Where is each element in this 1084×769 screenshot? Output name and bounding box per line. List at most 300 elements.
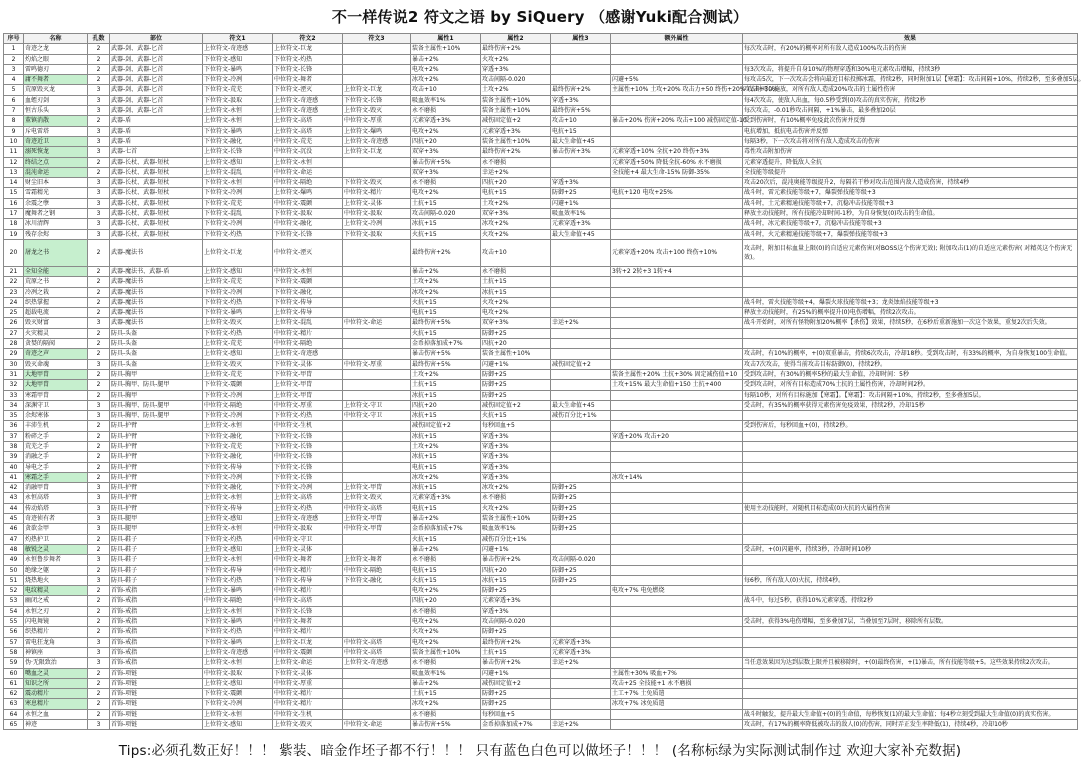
cell-effect <box>743 441 1078 451</box>
cell-id: 49 <box>4 555 24 565</box>
cell-slot: 武器-长杖、武器-短杖 <box>110 209 203 219</box>
cell-sockets: 2 <box>88 239 110 266</box>
cell-attr3 <box>551 54 611 64</box>
cell-attr1: 电攻+2% <box>411 126 481 136</box>
cell-rune1: 上位符文-永恒 <box>203 606 273 616</box>
cell-attr2: 四抗+20 <box>481 339 551 349</box>
cell-extra <box>611 452 743 462</box>
cell-attr1: 永不磨损 <box>411 606 481 616</box>
cell-effect: 受到攻击时，对所有目标造成70%土抗的土属性伤害，冷却时间2秒。 <box>743 380 1078 390</box>
cell-rune3: 上位符文-爆鸣 <box>343 126 411 136</box>
cell-attr2: 防御+25 <box>481 369 551 379</box>
cell-attr1: 土抗+15 <box>411 380 481 390</box>
cell-sockets: 3 <box>88 647 110 657</box>
cell-slot: 防具-腿甲 <box>110 524 203 534</box>
cell-sockets: 3 <box>88 493 110 503</box>
cell-rune2: 中位符文-沉没 <box>273 147 343 157</box>
cell-sockets: 2 <box>88 586 110 596</box>
cell-sockets: 3 <box>88 188 110 198</box>
cell-rune1: 上位符文-永恒 <box>203 524 273 534</box>
cell-rune2: 下位符文-灵体 <box>273 668 343 678</box>
cell-attr3 <box>551 64 611 74</box>
cell-slot: 防具-胸甲、防具-腿甲 <box>110 400 203 410</box>
cell-effect <box>743 586 1078 596</box>
cell-rune2: 中位符文-长锋 <box>273 452 343 462</box>
cell-sockets: 2 <box>88 266 110 276</box>
table-row <box>4 297 1078 307</box>
cell-name: 奇迹之龙 <box>24 44 88 54</box>
table-row <box>4 452 1078 462</box>
cell-id: 61 <box>4 678 24 688</box>
cell-effect: 释放主动技能时，有25%的概率提升(0)电伤增幅，持续2次攻击。 <box>743 308 1078 318</box>
cell-rune1: 下位符文-永恒 <box>203 178 273 188</box>
cell-attr3 <box>551 308 611 318</box>
cell-attr1: 吸血效率1% <box>411 95 481 105</box>
cell-sockets: 2 <box>88 462 110 472</box>
cell-name: 荒原毁灭龙 <box>24 85 88 95</box>
cell-name: 寒霜甲胄 <box>24 390 88 400</box>
cell-attr3 <box>551 339 611 349</box>
cell-attr1: 土攻+2% <box>411 441 481 451</box>
cell-attr3: 吸血效率1% <box>551 209 611 219</box>
cell-attr2: 吸血效率1% <box>481 524 551 534</box>
cell-extra <box>611 390 743 400</box>
cell-extra <box>611 209 743 219</box>
cell-slot: 防具-头盔 <box>110 339 203 349</box>
cell-sockets: 2 <box>88 44 110 54</box>
cell-id: 36 <box>4 421 24 431</box>
cell-rune1: 上位符文-毁灭 <box>203 359 273 369</box>
cell-attr2: 四抗+20 <box>481 565 551 575</box>
cell-attr3 <box>551 462 611 472</box>
cell-attr2: 永不磨损 <box>481 493 551 503</box>
cell-attr3 <box>551 390 611 400</box>
cell-attr3 <box>551 266 611 276</box>
cell-name: 余烬寒体 <box>24 411 88 421</box>
cell-effect <box>743 266 1078 276</box>
cell-name: 火灾精灵 <box>24 328 88 338</box>
cell-rune2: 上位符文-巨龙 <box>273 637 343 647</box>
table-row <box>4 555 1078 565</box>
cell-attr1: 四抗+20 <box>411 136 481 146</box>
table-row <box>4 75 1078 85</box>
cell-attr2: 最终伤害+2% <box>481 147 551 157</box>
table-row <box>4 287 1078 297</box>
cell-name: 深渊守卫 <box>24 400 88 410</box>
cell-rune2: 中位符文-厚重 <box>273 678 343 688</box>
cell-attr3 <box>551 157 611 167</box>
cell-attr1: 元素穿透+3% <box>411 493 481 503</box>
cell-attr2: 穿透+3% <box>481 606 551 616</box>
cell-rune2: 上位符文-高塔 <box>273 493 343 503</box>
cell-slot: 武器-魔法书、武器-盾 <box>110 266 203 276</box>
cell-effect: 每6秒，所有敌人(0)火抗，持续4秒。 <box>743 575 1078 585</box>
cell-attr3: 最终伤害+2% <box>551 85 611 95</box>
column-header: 属性1 <box>411 34 481 44</box>
cell-slot: 首饰-项链 <box>110 668 203 678</box>
cell-name: 毁灭命魂 <box>24 359 88 369</box>
cell-attr3: 防御+25 <box>551 524 611 534</box>
cell-attr1: 电抗+15 <box>411 462 481 472</box>
cell-attr1: 永不磨损 <box>411 709 481 719</box>
cell-rune2: 上位符文-灵体 <box>273 544 343 554</box>
cell-id: 35 <box>4 411 24 421</box>
cell-rune2: 下位符文-融化 <box>273 287 343 297</box>
cell-attr1: 冰抗+15 <box>411 219 481 229</box>
cell-rune3: 中位符文-守卫 <box>343 411 411 421</box>
cell-name: 董镇消散 <box>24 116 88 126</box>
cell-effect <box>743 637 1078 647</box>
cell-slot: 武器-剑、武器-匕首 <box>110 44 203 54</box>
cell-name: 残存余烬 <box>24 229 88 239</box>
cell-attr2: 装备主属性+10% <box>481 514 551 524</box>
cell-name: 电纹精灵 <box>24 586 88 596</box>
cell-attr2: 穿透+3% <box>481 452 551 462</box>
cell-rune1: 下位符文-冷冽 <box>203 390 273 400</box>
cell-attr3 <box>551 431 611 441</box>
cell-attr2: 防御+25 <box>481 328 551 338</box>
cell-rune1: 下位符文-灼热 <box>203 534 273 544</box>
cell-slot: 武器-长杖、武器-短杖 <box>110 229 203 239</box>
cell-attr2: 火攻+2% <box>481 503 551 513</box>
cell-effect: 元素穿透提升，降低敌人全抗 <box>743 157 1078 167</box>
table-row <box>4 95 1078 105</box>
cell-attr1: 电抗+15 <box>411 503 481 513</box>
cell-name: 织热掌握 <box>24 297 88 307</box>
cell-effect: 战斗时，雷元素技能等级+7，爆裂弹技能等级+3 <box>743 188 1078 198</box>
cell-effect <box>743 411 1078 421</box>
cell-slot: 首饰-项链 <box>110 699 203 709</box>
column-header: 名称 <box>24 34 88 44</box>
cell-rune1: 下位符文-传导 <box>203 565 273 575</box>
cell-id: 24 <box>4 297 24 307</box>
cell-sockets: 2 <box>88 699 110 709</box>
table-row <box>4 266 1078 276</box>
cell-attr1: 火抗+15 <box>411 229 481 239</box>
cell-id: 54 <box>4 606 24 616</box>
cell-effect: 战斗时，土元素精通技能等级+7，沉稳冲击技能等级+3 <box>743 198 1078 208</box>
cell-rune3 <box>343 369 411 379</box>
cell-rune3 <box>343 596 411 606</box>
cell-rune1: 下位符文-传导 <box>203 503 273 513</box>
cell-attr1: 四抗+20 <box>411 596 481 606</box>
cell-slot: 武器-剑、武器-匕首 <box>110 106 203 116</box>
cell-sockets: 3 <box>88 483 110 493</box>
cell-attr2: 攻击+10 <box>481 239 551 266</box>
cell-extra <box>611 720 743 730</box>
cell-attr3: 电抗+15 <box>551 126 611 136</box>
cell-rune2: 上位符文-奇迹感 <box>273 106 343 116</box>
table-row <box>4 503 1078 513</box>
cell-name: 幽闭之戒 <box>24 596 88 606</box>
cell-extra <box>611 106 743 116</box>
cell-attr2: 电攻+2% <box>481 308 551 318</box>
cell-attr1: 冰抗+15 <box>411 411 481 421</box>
cell-rune1: 下位符文-冷冽 <box>203 411 273 421</box>
cell-attr3: 最大生命值+45 <box>551 400 611 410</box>
cell-rune3 <box>343 328 411 338</box>
cell-name: 混沌命运 <box>24 167 88 177</box>
cell-attr1: 火抗+15 <box>411 534 481 544</box>
cell-rune2: 下位符文-长锋 <box>273 462 343 472</box>
cell-attr3: 攻击+10 <box>551 116 611 126</box>
cell-rune1: 下位符文-冷冽 <box>203 472 273 482</box>
column-header: 部位 <box>110 34 203 44</box>
cell-effect: 战斗时触发，提升最大生命值+(0)的生命值，每秒恢复(1)的最大生命值；每4秒立刻受到最大生命值(0)的真实伤害。 <box>743 709 1078 719</box>
cell-attr1: 双穿+3% <box>411 147 481 157</box>
cell-name: 奇迹近卫 <box>24 136 88 146</box>
cell-rune2: 中位符文-舞者 <box>273 75 343 85</box>
cell-rune1: 下位符文-冷冽 <box>203 219 273 229</box>
cell-attr1: 暴击+2% <box>411 54 481 64</box>
cell-effect <box>743 493 1078 503</box>
cell-sockets: 2 <box>88 544 110 554</box>
cell-effect: 战斗中，每过5秒，获得10%元素穿透，持续2秒 <box>743 596 1078 606</box>
cell-attr3: 减伤百分比+1% <box>551 411 611 421</box>
cell-id: 60 <box>4 668 24 678</box>
cell-attr1: 电抗+15 <box>411 308 481 318</box>
cell-attr2: 元素穿透+3% <box>481 596 551 606</box>
cell-attr3 <box>551 380 611 390</box>
cell-slot: 防具-头盔 <box>110 349 203 359</box>
table-row <box>4 411 1078 421</box>
table-row <box>4 565 1078 575</box>
cell-rune1: 上位符文-感知 <box>203 266 273 276</box>
column-header: 属性2 <box>481 34 551 44</box>
cell-id: 12 <box>4 157 24 167</box>
cell-name: 荒原之书 <box>24 277 88 287</box>
cell-rune2: 中位符文-震颤 <box>273 198 343 208</box>
cell-attr2: 减伤固定值+2 <box>481 678 551 688</box>
table-row <box>4 668 1078 678</box>
cell-attr3: 攻击间隔-0.020 <box>551 555 611 565</box>
cell-extra <box>611 483 743 493</box>
cell-attr2: 装备主属性+10% <box>481 349 551 359</box>
cell-extra: 主属性+10% 土攻+20% 攻击力+50 终伤+20% 攻击+30% <box>612 86 778 94</box>
table-row <box>4 157 1078 167</box>
cell-name: 永恒鲁步舞者 <box>24 555 88 565</box>
cell-slot: 武器-长杖、武器-短杖 <box>110 167 203 177</box>
cell-rune3: 中位符文-高塔 <box>343 647 411 657</box>
cell-attr3: 元素穿透+3% <box>551 637 611 647</box>
cell-effect: 每4次攻击，使敌人出血，每0.5秒受到(0)攻击的真实伤害，持续2秒 <box>743 95 1078 105</box>
cell-rune1: 中位符文-隔绝 <box>203 596 273 606</box>
cell-name: 雷电狂龙角 <box>24 637 88 647</box>
cell-name: 斥电雷塔 <box>24 126 88 136</box>
cell-extra <box>611 647 743 657</box>
cell-rune2: 下位符文-湮灭 <box>273 85 343 95</box>
cell-name: 超载电流 <box>24 308 88 318</box>
cell-effect <box>743 524 1078 534</box>
cell-extra: 电攻+7% 电免燃烧 <box>611 586 743 596</box>
cell-attr2: 每秒回血+5 <box>481 709 551 719</box>
cell-slot: 武器-魔法书 <box>110 277 203 287</box>
table-row <box>4 689 1078 699</box>
cell-rune3: 上位符文-灵体 <box>343 198 411 208</box>
cell-rune3 <box>343 441 411 451</box>
cell-slot: 武器-长杖、武器-短杖 <box>110 157 203 167</box>
table-row <box>4 493 1078 503</box>
column-header: 属性3 <box>551 34 611 44</box>
cell-name: 粉碎之手 <box>24 431 88 441</box>
cell-rune3 <box>343 452 411 462</box>
cell-id: 34 <box>4 400 24 410</box>
cell-attr1: 暴击+2% <box>411 678 481 688</box>
cell-slot: 首饰-戒指 <box>110 586 203 596</box>
cell-attr2: 穿透+3% <box>481 441 551 451</box>
cell-extra <box>611 287 743 297</box>
table-row <box>4 147 1078 157</box>
cell-attr1: 永不磨损 <box>411 106 481 116</box>
cell-rune1: 上位符文-永恒 <box>203 116 273 126</box>
cell-id: 53 <box>4 596 24 606</box>
cell-effect <box>743 462 1078 472</box>
cell-attr1: 冰攻+2% <box>411 699 481 709</box>
cell-name: 贪婪的隔阂 <box>24 339 88 349</box>
column-header: 符文2 <box>273 34 343 44</box>
cell-rune2: 下位符文-长锋 <box>273 472 343 482</box>
cell-attr1: 暴击+2% <box>411 544 481 554</box>
cell-rune1: 上位符文-永恒 <box>203 421 273 431</box>
cell-slot: 首饰-项链 <box>110 689 203 699</box>
cell-rune3 <box>343 534 411 544</box>
cell-slot: 武器-剑、武器-匕首 <box>110 54 203 64</box>
cell-rune2: 下位符文-传导 <box>273 575 343 585</box>
cell-effect: 全技能等级提升 <box>743 167 1078 177</box>
cell-rune3: 上位符文-奇迹感 <box>343 136 411 146</box>
cell-id: 38 <box>4 441 24 451</box>
cell-extra <box>611 617 743 627</box>
cell-rune2: 下位符文-灼热 <box>273 411 343 421</box>
cell-extra <box>611 328 743 338</box>
cell-effect <box>743 534 1078 544</box>
cell-rune2: 中位符文-舞者 <box>273 555 343 565</box>
cell-rune1: 下位符文-暴鸣 <box>203 308 273 318</box>
cell-attr1: 火抗+15 <box>411 575 481 585</box>
cell-rune2: 中位符文-隔绝 <box>273 178 343 188</box>
cell-sockets: 2 <box>88 297 110 307</box>
cell-id: 50 <box>4 565 24 575</box>
cell-attr3 <box>551 544 611 554</box>
cell-name: 寒霜之手 <box>24 472 88 482</box>
table-row <box>4 647 1078 657</box>
table-row <box>4 85 1078 95</box>
cell-slot: 武器-盾 <box>110 126 203 136</box>
cell-rune3 <box>343 421 411 431</box>
cell-name: 贪欲金甲 <box>24 524 88 534</box>
cell-name: 知识之所 <box>24 678 88 688</box>
cell-attr2: 防御+25 <box>481 689 551 699</box>
table-row <box>4 720 1078 730</box>
cell-extra <box>611 462 743 472</box>
cell-id: 7 <box>4 106 24 116</box>
cell-slot: 防具-护臂 <box>110 472 203 482</box>
cell-extra: 闪避+5% <box>611 75 743 85</box>
cell-attr2: 减伤百分比+1% <box>481 534 551 544</box>
cell-attr1: 冰攻+2% <box>411 75 481 85</box>
cell-effect: 电抗增加，抵抗电击伤害并反弹 <box>743 126 1078 136</box>
cell-rune3 <box>343 606 411 616</box>
table-row <box>4 441 1078 451</box>
cell-extra <box>611 709 743 719</box>
cell-rune2: 上位符文-毁灭 <box>273 720 343 730</box>
cell-name: 敏锐之灵 <box>24 544 88 554</box>
cell-attr1: 火攻+2% <box>411 627 481 637</box>
cell-rune3: 中位符文-厚重 <box>343 359 411 369</box>
cell-id: 64 <box>4 709 24 719</box>
cell-slot: 武器-长杖、武器-短杖 <box>110 178 203 188</box>
cell-rune2: 中位符文-湮灭 <box>273 239 343 266</box>
cell-rune3: 中位符文-甲胄 <box>343 524 411 534</box>
cell-slot: 防具-护臂 <box>110 462 203 472</box>
cell-attr2: 暴击伤害+2% <box>481 658 551 668</box>
cell-slot: 武器-剑、武器-匕首 <box>110 64 203 74</box>
cell-rune1: 下位符文-冷冽 <box>203 188 273 198</box>
cell-attr2: 冰抗+15 <box>481 575 551 585</box>
cell-rune2: 上位符文-奇迹感 <box>273 349 343 359</box>
cell-name: 灼热护卫 <box>24 534 88 544</box>
cell-rune3 <box>343 44 411 54</box>
table-row <box>4 198 1078 208</box>
cell-slot: 首饰-戒指 <box>110 627 203 637</box>
cell-slot: 防具-头盔 <box>110 328 203 338</box>
cell-slot: 武器-剑、武器-匕首 <box>110 75 203 85</box>
cell-extra <box>611 534 743 544</box>
cell-rune3 <box>343 709 411 719</box>
cell-extra <box>611 421 743 431</box>
cell-extra: 土工+7% 土免质遣 <box>611 689 743 699</box>
cell-sockets: 2 <box>88 441 110 451</box>
cell-attr3 <box>551 277 611 287</box>
cell-rune3 <box>343 287 411 297</box>
cell-slot: 防具-腿甲 <box>110 514 203 524</box>
cell-rune3 <box>343 277 411 287</box>
cell-attr2: 双穿+3% <box>481 318 551 328</box>
cell-extra: 元素穿透+20% 攻击+100 终伤+10% <box>611 239 743 266</box>
cell-attr2: 土攻+2% <box>481 198 551 208</box>
cell-attr2: 防御+25 <box>481 699 551 709</box>
cell-rune1: 下位符文-冷冽 <box>203 699 273 709</box>
table-row <box>4 544 1078 554</box>
cell-sockets: 3 <box>88 209 110 219</box>
table-row <box>4 596 1078 606</box>
cell-slot: 首饰-项链 <box>110 709 203 719</box>
cell-rune1: 下位符文-汲取 <box>203 95 273 105</box>
cell-slot: 防具-护臂 <box>110 493 203 503</box>
table-row <box>4 462 1078 472</box>
cell-attr2: 冰攻+2% <box>481 483 551 493</box>
cell-effect <box>743 606 1078 616</box>
cell-rune2: 中位符文-精片 <box>273 565 343 575</box>
cell-rune1: 上位符文-感知 <box>203 678 273 688</box>
cell-attr1: 电攻+2% <box>411 586 481 596</box>
column-header: 额外属性 <box>611 34 743 44</box>
cell-extra <box>611 64 743 74</box>
cell-attr2: 防御+25 <box>481 586 551 596</box>
cell-attr3 <box>551 452 611 462</box>
table-row <box>4 359 1078 369</box>
cell-effect: 使用主动技能时，对随机目标造成(0)火抗的火属性伤害 <box>743 503 1078 513</box>
cell-rune2: 下位符文-长锋 <box>273 229 343 239</box>
cell-attr1: 攻击+10 <box>411 85 481 95</box>
cell-attr3: 穿透+3% <box>551 95 611 105</box>
cell-effect: 攻击7次攻击，使得当前攻击目标防御(0)，持续2秒。 <box>743 359 1078 369</box>
table-row <box>4 586 1078 596</box>
cell-rune2: 中位符文-隔绝 <box>273 339 343 349</box>
cell-slot: 武器-盾 <box>110 136 203 146</box>
cell-rune1: 下位符文-灼热 <box>203 328 273 338</box>
cell-sockets: 2 <box>88 421 110 431</box>
